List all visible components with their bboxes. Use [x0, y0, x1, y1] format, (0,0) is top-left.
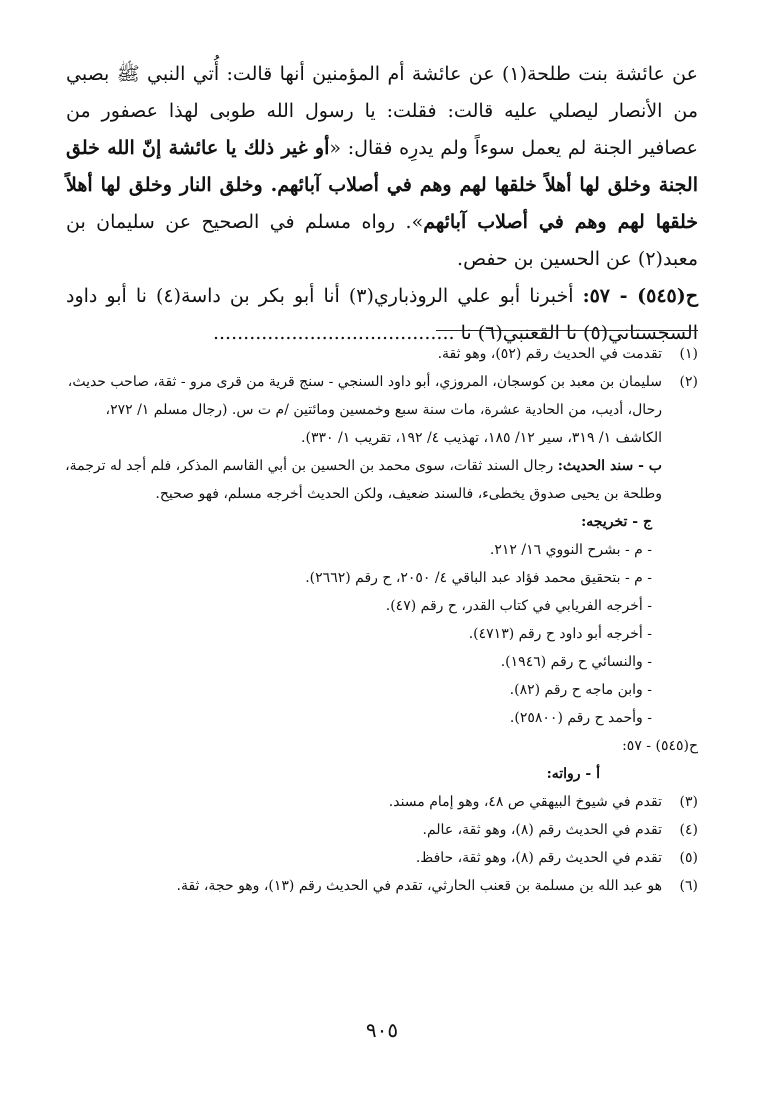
- takhrij-item: - والنسائي ح رقم (١٩٤٦).: [500, 654, 652, 670]
- hadith-source: ». رواه مسلم في الصحيح عن سليمان بن معبد(٢) عن الحسين بن حفص.: [66, 211, 698, 270]
- takhrij-item: - م - بتحقيق محمد فؤاد عبد الباقي ٤/ ٢٠٥٠، ح رقم (٢٦٦٢).: [305, 570, 652, 586]
- footnote-1: [60, 340, 698, 368]
- takhrij-item: - م - بشرح النووي ١٦/ ٢١٢.: [489, 542, 652, 558]
- takhrij-heading: ج - تخريجه:: [581, 514, 652, 530]
- footnote-number: (٤): [679, 822, 698, 838]
- footnote-number: (٢): [679, 374, 698, 390]
- footnote-text: تقدم في شيوخ البيهقي ص ٤٨، وهو إمام مسند.: [388, 794, 662, 810]
- footnote-text: سليمان بن معبد بن كوسجان، المروزي، أبو داود السنجي - سنج قرية من قرى مرو - ثقة، صاحب حديث، رحال، أديب، من الحادية عشرة، مات سنة سبع وخمسين ومائتين /م ت س. (رجال مسلم ١/ ٢٧٢، الكاشف ١/ ٣١٩، سير ١٢/ ١٨٥، تهذيب ٤/ ١٩٢، تقريب ١/ ٣٣٠).: [67, 374, 662, 446]
- footnote-4: [60, 816, 698, 844]
- ruwat-heading: أ - رواته:: [546, 766, 600, 782]
- footnote-text: تقدم في الحديث رقم (٨)، وهو ثقة، عالم.: [422, 822, 662, 838]
- sanad-section: [60, 452, 698, 508]
- hadith-reference: ح(٥٤٥) - ٥٧:: [622, 738, 698, 754]
- takhrij-item: - وأحمد ح رقم (٢٥٨٠٠).: [509, 710, 652, 726]
- footnote-3: [60, 788, 698, 816]
- footnote-number: (٥): [679, 850, 698, 866]
- footnotes: [60, 340, 698, 900]
- takhrij-item: - وابن ماجه ح رقم (٨٢).: [509, 682, 652, 698]
- hadith-text: [66, 56, 698, 352]
- hadith-paragraph: [66, 56, 698, 278]
- footnote-text: هو عبد الله بن مسلمة بن قعنب الحارثي، تقدم في الحديث رقم (١٣)، وهو حجة، ثقة.: [176, 878, 662, 894]
- hadith-matn: أو غير ذلك يا عائشة إنّ الله خلق الجنة وخلق لها أهلاً خلقها لهم وهم في أصلاب آبائهم. وخلق النار وخلق لها أهلاً خلقها لهم وهم في أصلاب آبائهم: [66, 137, 698, 233]
- isnad-text: أخبرنا أبو علي الروذباري(٣) أنا أبو بكر بن داسة(٤) نا أبو داود السجستاني(٥) نا القعنبي(٦) نا: [66, 285, 698, 344]
- sanad-text: رجال السند ثقات، سوى محمد بن الحسين بن أبي القاسم المذكر، فلم أجد له ترجمة، وطلحة بن يحيى صدوق يخطىء، فالسند ضعيف، ولكن الحديث أخرجه مسلم، فهو صحيح.: [65, 458, 662, 502]
- footnote-separator: [436, 330, 698, 331]
- hadith-number: ح(٥٤٥) - ٥٧:: [582, 285, 699, 307]
- takhrij-item: - أخرجه الفريابي في كتاب القدر، ح رقم (٤٧).: [385, 598, 652, 614]
- footnote-number: (١): [679, 346, 698, 362]
- footnote-text: تقدم في الحديث رقم (٨)، وهو ثقة، حافظ.: [415, 850, 662, 866]
- footnote-5: [60, 844, 698, 872]
- footnote-number: (٦): [679, 878, 698, 894]
- footnote-2: [60, 368, 698, 452]
- footnote-6: [60, 872, 698, 900]
- hadith-intro: عن عائشة بنت طلحة(١) عن عائشة أم المؤمنين أنها قالت: أُتي النبي ﷺ بصبي من الأنصار ليصلي عليه قالت: فقلت: يا رسول الله طوبى لهذا عصفور من عصافير الجنة لم يعمل سوءاً ولم يدرِه فقال: «: [66, 63, 698, 159]
- takhrij-item: - أخرجه أبو داود ح رقم (٤٧١٣).: [468, 626, 652, 642]
- continuation-dots: ........................................: [212, 322, 455, 344]
- footnote-text: تقدمت في الحديث رقم (٥٢)، وهو ثقة.: [437, 346, 662, 362]
- footnote-number: (٣): [679, 794, 698, 810]
- sanad-heading: ب - سند الحديث:: [557, 458, 662, 474]
- page-number: ٩٠٥: [365, 1018, 399, 1042]
